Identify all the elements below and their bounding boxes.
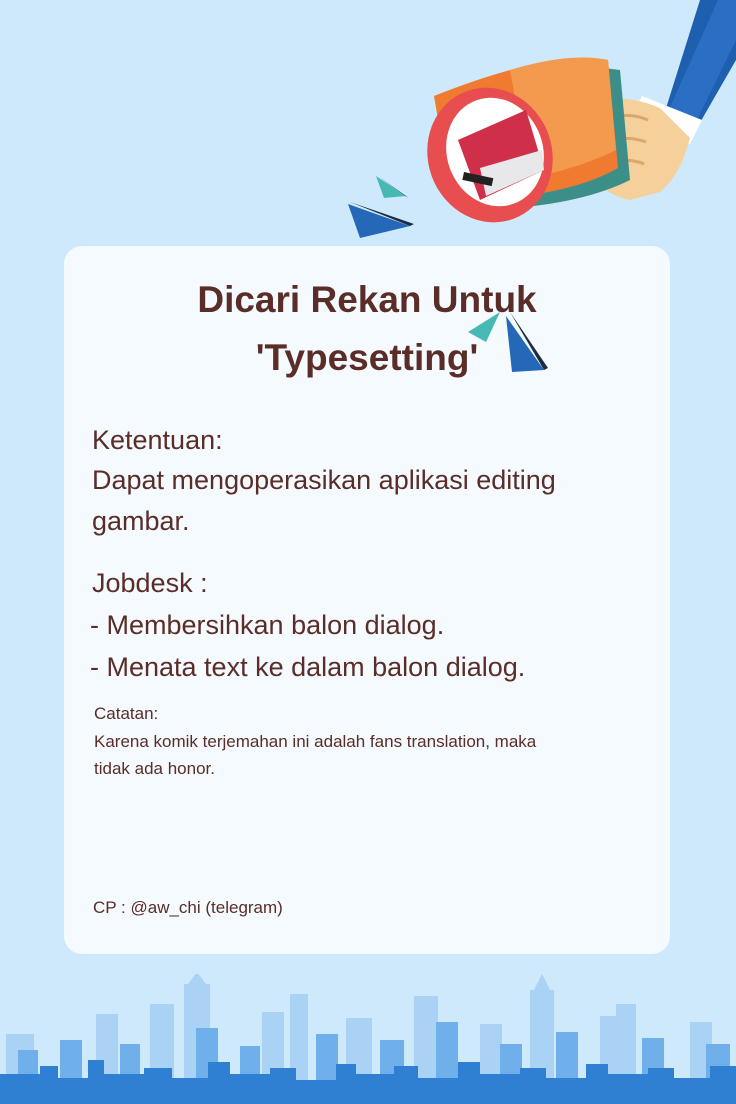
page-title-line2: 'Typesetting' xyxy=(255,337,479,378)
requirements-text: Dapat mengoperasikan aplikasi editing xyxy=(92,465,556,495)
triangle-decoration xyxy=(340,170,430,250)
note-text: Karena komik terjemahan ini adalah fans translation, maka xyxy=(94,732,537,751)
note-heading: Catatan: xyxy=(94,704,159,723)
city-skyline xyxy=(0,974,736,1104)
requirements-text-line2: gambar. xyxy=(92,506,190,536)
jobdesk-item: - Menata text ke dalam balon dialog. xyxy=(90,652,526,682)
jobdesk-item: - Membersihkan balon dialog. xyxy=(90,610,445,640)
requirements-heading: Ketentuan: xyxy=(92,425,223,455)
contact-text: CP : @aw_chi (telegram) xyxy=(93,898,283,917)
page-title: Dicari Rekan Untuk xyxy=(197,279,537,320)
note-text-line2: tidak ada honor. xyxy=(94,759,215,778)
jobdesk-heading: Jobdesk : xyxy=(92,568,208,598)
